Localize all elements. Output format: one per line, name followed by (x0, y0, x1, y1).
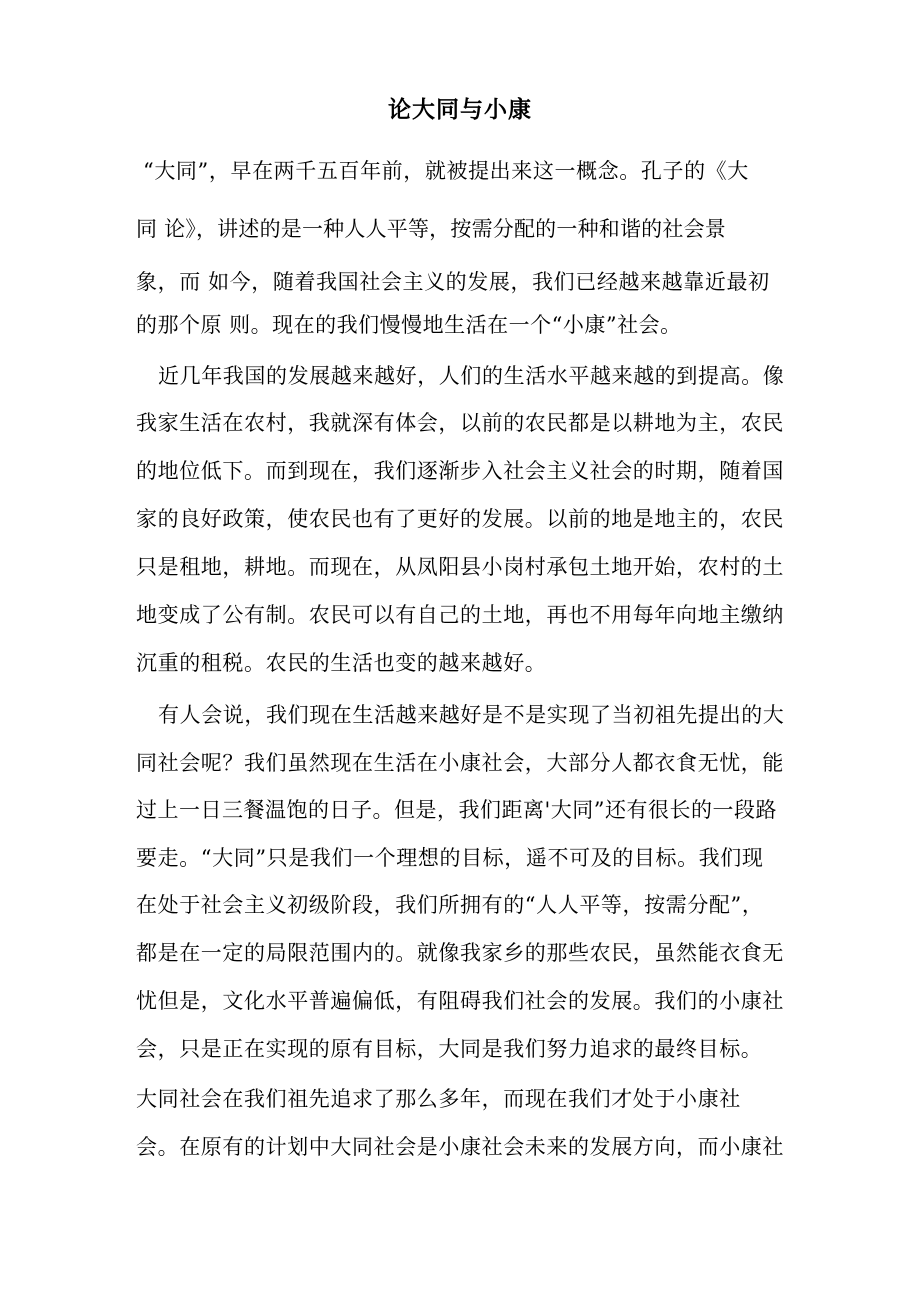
text-line-16: 在处于社会主义初级阶段，我们所拥有的“人人平等，按需分配”， (136, 893, 764, 917)
text-line-12: 有人会说，我们现在生活越来越好是不是实现了当初祖先提出的大 (158, 703, 785, 727)
text-line-3: 象，而 如今，随着我国社会主义的发展，我们已经越来越靠近最初 (136, 270, 770, 294)
text-line-17: 都是在一定的局限范围内的。就像我家乡的那些农民，虽然能衣食无 (136, 941, 784, 965)
text-line-14: 过上一日三餐温饱的日子。但是，我们距离'大同”还有很长的一段路 (136, 798, 778, 822)
text-line-21: 会。在原有的计划中大同社会是小康社会未来的发展方向，而小康社 (136, 1135, 784, 1159)
text-line-18: 忧但是，文化水平普遍偏低，有阻碍我们社会的发展。我们的小康社 (136, 989, 784, 1013)
text-line-5: 近几年我国的发展越来越好，人们的生活水平越来越的到提高。像 (158, 364, 785, 388)
page-title: 论大同与小康 (388, 96, 532, 123)
text-line-13: 同社会呢？我们虽然现在生活在小康社会，大部分人都衣食无忧，能 (136, 751, 784, 775)
text-line-11: 沉重的租税。农民的生活也变的越来越好。 (136, 651, 547, 675)
text-line-9: 只是租地，耕地。而现在，从凤阳县小岗村承包土地开始，农村的土 (136, 555, 784, 579)
text-line-10: 地变成了公有制。农民可以有自己的土地，再也不用每年向地主缴纳 (136, 603, 784, 627)
text-line-8: 家的良好政策，使农民也有了更好的发展。以前的地是地主的，农民 (136, 507, 784, 531)
text-line-20: 大同社会在我们祖先追求了那么多年，而现在我们才处于小康社 (136, 1087, 741, 1111)
text-line-7: 的地位低下。而到现在，我们逐渐步入社会主义社会的时期，随着国 (136, 459, 784, 483)
text-line-4: 的那个原 则。现在的我们慢慢地生活在一个“小康”社会。 (136, 313, 682, 337)
text-line-15: 要走。“大同”只是我们一个理想的目标，遥不可及的目标。我们现 (136, 846, 764, 870)
text-line-2: 同 论》，讲述的是一种人人平等，按需分配的一种和谐的社会景 (136, 217, 726, 241)
text-line-19: 会，只是正在实现的原有目标，大同是我们努力追求的最终目标。 (136, 1037, 763, 1061)
text-line-1: “大同”，早在两千五百年前，就被提出来这一概念。孔子的《大 (143, 159, 749, 183)
text-line-6: 我家生活在农村，我就深有体会，以前的农民都是以耕地为主，农民 (136, 411, 784, 435)
